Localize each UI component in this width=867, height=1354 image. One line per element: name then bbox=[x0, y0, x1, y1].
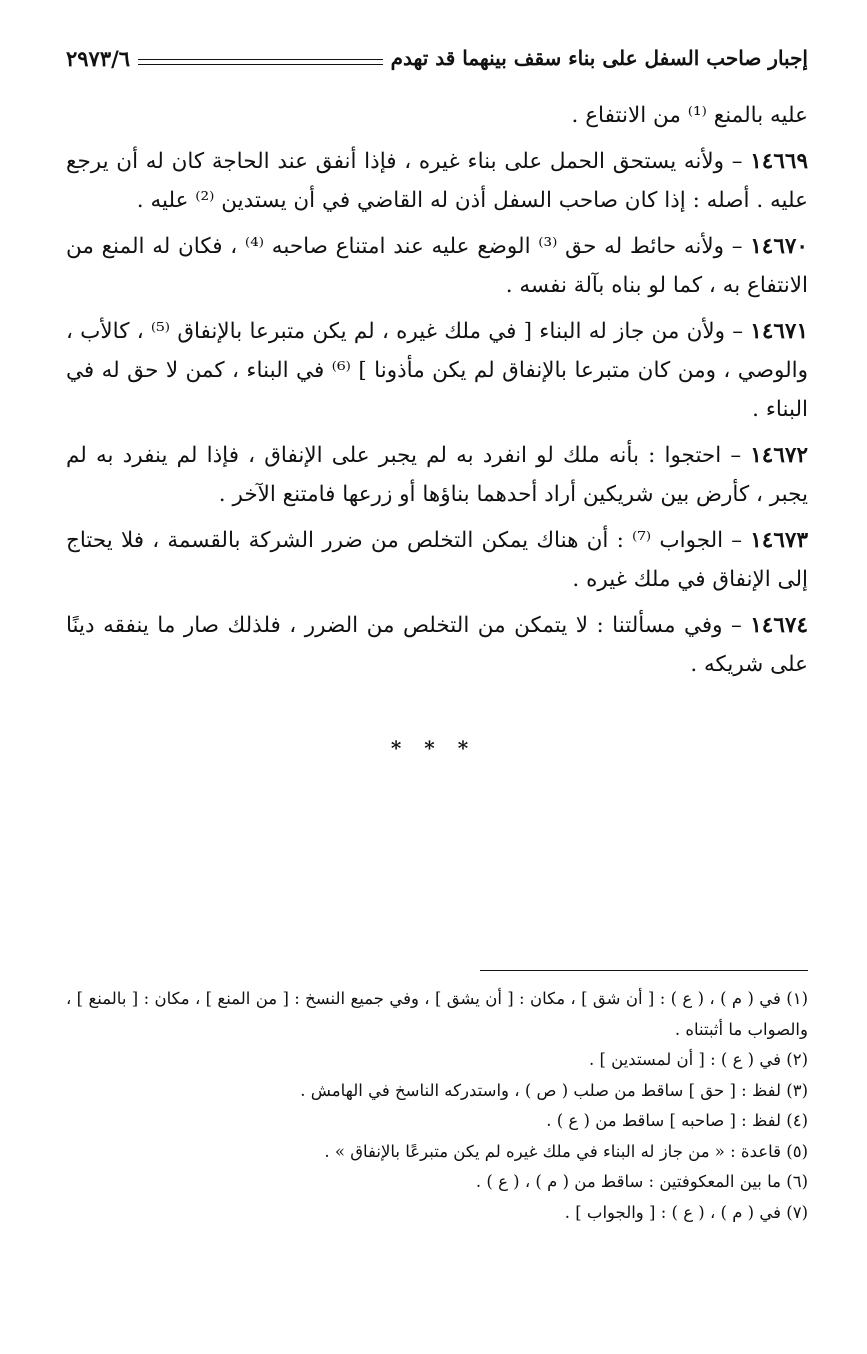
paragraph-number: ١٤٦٧١ bbox=[750, 319, 809, 344]
paragraph bbox=[66, 312, 808, 429]
paragraph bbox=[66, 142, 808, 220]
paragraph-continuation bbox=[66, 96, 808, 135]
paragraph-text: – احتجوا : بأنه ملك لو انفرد به لم يجبر على الإنفاق ، فإذا لم ينفرد به لم يجبر ، كأرض بين شريكين أراد أحدهما بناؤها أو زرعها فامتنع الآخر . bbox=[66, 443, 808, 507]
header-double-rule bbox=[138, 59, 383, 65]
footnote: (٣) لفظ : [ حق ] ساقط من صلب ( ص ) ، واستدركه الناسخ في الهامش . bbox=[300, 1080, 808, 1100]
footnote: (٧) في ( م ) ، ( ع ) : [ والجواب ] . bbox=[564, 1202, 808, 1222]
footnote: (٥) قاعدة : « من جاز له البناء في ملك غيره لم يكن متبرعًا بالإنفاق » . bbox=[324, 1141, 808, 1161]
page-reference: ٢٩٧٣/٦ bbox=[66, 45, 131, 71]
paragraph-number: ١٤٦٧٢ bbox=[750, 443, 808, 468]
paragraph-text: – وفي مسألتنا : لا يتمكن من التخلص من الضرر ، فلذلك صار ما ينفقه دينًا على شريكه . bbox=[66, 613, 808, 677]
paragraph-text: – الجواب ⁽⁷⁾ : أن هناك يمكن التخلص من ضرر الشركة بالقسمة ، فلا يحتاج إلى الإنفاق في ملك غيره . bbox=[66, 528, 808, 592]
main-text bbox=[66, 96, 808, 691]
footnotes bbox=[66, 984, 808, 1228]
footnote: (١) في ( م ) ، ( ع ) : [ أن شق ] ، مكان : [ أن يشق ] ، وفي جميع النسخ : [ من المنع ] ، مكان : [ بالمنع ] ، والصواب ما أثبتناه . bbox=[66, 989, 808, 1039]
paragraph bbox=[66, 521, 808, 599]
paragraph-text: – ولأنه يستحق الحمل على بناء غيره ، فإذا أنفق عند الحاجة كان له أن يرجع عليه . أصله : إذا كان صاحب السفل أذن له القاضي في أن يستدين ⁽²⁾ عليه . bbox=[66, 149, 808, 213]
paragraph-text: – ولأن من جاز له البناء [ في ملك غيره ، لم يكن متبرعا بالإنفاق ⁽⁵⁾ ، كالأب ، والوصي ، ومن كان متبرعا بالإنفاق لم يكن مأذونا ] ⁽⁶⁾ في البناء ، كمن لا حق له في البناء . bbox=[66, 319, 808, 422]
paragraph bbox=[66, 227, 808, 305]
paragraph-number: ١٤٦٦٩ bbox=[750, 149, 808, 174]
paragraph-number: ١٤٦٧٠ bbox=[750, 234, 808, 259]
paragraph-number: ١٤٦٧٣ bbox=[750, 528, 808, 553]
paragraph-text: – ولأنه حائط له حق ⁽³⁾ الوضع عليه عند امتناع صاحبه ⁽⁴⁾ ، فكان له المنع من الانتفاع به ، كما لو بناه بآلة نفسه . bbox=[66, 234, 808, 298]
paragraph-text: عليه بالمنع ⁽¹⁾ من الانتفاع . bbox=[571, 103, 808, 128]
footnote: (٢) في ( ع ) : [ أن لمستدين ] . bbox=[588, 1050, 808, 1069]
section-separator: * * * bbox=[390, 736, 477, 760]
paragraph bbox=[66, 606, 808, 684]
footnote: (٤) لفظ : [ صاحبه ] ساقط من ( ع ) . bbox=[546, 1111, 808, 1130]
paragraph bbox=[66, 436, 808, 514]
footnote: (٦) ما بين المعكوفتين : ساقط من ( م ) ، ( ع ) . bbox=[475, 1172, 808, 1191]
footnote-rule bbox=[480, 970, 808, 971]
running-header bbox=[66, 38, 808, 78]
running-title: إجبار صاحب السفل على بناء سقف بينهما قد تهدم bbox=[390, 46, 808, 70]
paragraph-number: ١٤٦٧٤ bbox=[750, 613, 808, 638]
